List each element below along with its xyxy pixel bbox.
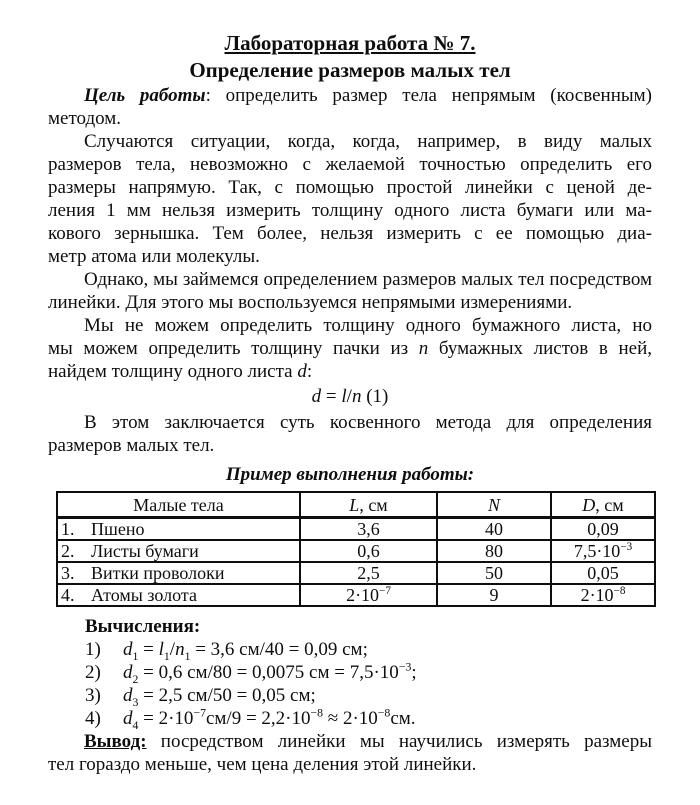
paragraph-line: размеров малых тел. xyxy=(48,435,215,456)
goal-line xyxy=(48,84,652,107)
variable-d: d xyxy=(297,361,307,382)
lab-title: Лабораторная работа № 7. xyxy=(224,31,476,55)
calculations-heading: Вычисления: xyxy=(85,616,201,637)
table-row xyxy=(57,584,655,606)
length-cell: 0,6 xyxy=(300,540,437,562)
calc-item-number: 2) xyxy=(85,662,101,683)
calc-item xyxy=(48,707,652,730)
count-cell: 80 xyxy=(437,540,551,562)
paragraph-line: мы можем определить толщину пачки из n бумажных листов в ней, xyxy=(48,338,652,359)
goal-label: Цель работы xyxy=(84,85,206,106)
body-name-cell: 2. Листы бумаги xyxy=(57,540,300,562)
calc-item xyxy=(48,638,652,661)
body-name-cell: 1. Пшено xyxy=(57,518,300,541)
paragraph-line: В этом заключается суть косвенного метода для определения xyxy=(84,412,652,433)
calc-expression: $d_3 = 2,5$ см/50 = 0,05 см; xyxy=(123,685,316,709)
paragraph-line: линейки. Для этого мы воспользуемся непрямыми измерениями. xyxy=(48,292,573,313)
body-name-cell: 3. Витки проволоки xyxy=(57,562,300,584)
body-name-cell: 4. Атомы золота xyxy=(57,584,300,606)
count-cell: 40 xyxy=(437,518,551,541)
header-small-bodies: Малые тела xyxy=(57,492,300,518)
table-row xyxy=(57,540,655,562)
calc-item-number: 3) xyxy=(85,685,101,706)
results-table xyxy=(56,491,656,607)
formula: d = l/n (1) xyxy=(311,386,389,407)
calc-item-number: 4) xyxy=(85,708,101,729)
paragraph-line: размеры напрямую. Так, с помощью простой линейки с ценой де- xyxy=(48,177,652,198)
table-header-row xyxy=(57,492,655,518)
header-length: L, см xyxy=(300,492,437,518)
lab-subtitle: Определение размеров малых тел xyxy=(189,58,511,82)
conclusion-line xyxy=(48,730,652,753)
conclusion-line: тел гораздо меньше, чем цена деления этой линейки. xyxy=(48,754,477,775)
conclusion-text: посредством линейки мы научились измерять размеры xyxy=(146,731,652,752)
conclusion-label: Вывод: xyxy=(84,731,147,752)
goal-line: методом. xyxy=(48,108,122,129)
diameter-cell: $2\cdot 10^{-8}$ xyxy=(551,584,655,606)
length-cell: 2,5 xyxy=(300,562,437,584)
paragraph-line: кового зернышка. Тем более, нельзя измерить с ее помощью диа- xyxy=(48,223,652,244)
diameter-cell: 0,09 xyxy=(551,518,655,541)
variable-n: n xyxy=(418,338,429,359)
length-cell: 3,6 xyxy=(300,518,437,541)
diameter-cell: 0,05 xyxy=(551,562,655,584)
calc-expression: $d_2 = 0,6$ см/80 = 0,0075 см = $7,5\cdot 10^{-3}$; xyxy=(123,660,417,686)
table-row xyxy=(57,562,655,584)
paragraph-line: найдем толщину одного листа d: xyxy=(48,361,313,382)
paragraph-line: Однако, мы займемся определением размеров малых тел посредством xyxy=(84,269,652,290)
calc-item-number: 1) xyxy=(85,639,101,660)
calc-item xyxy=(48,684,652,707)
header-diameter: D, см xyxy=(551,492,655,518)
paragraph-line: ления 1 мм нельзя измерить толщину одного листа бумаги или ма- xyxy=(48,200,652,221)
calc-expression: $d_1 = l_1/n_1 = 3,6$ см/40 = 0,09 см; xyxy=(123,639,368,663)
paragraph-line: Мы не можем определить толщину одного бумажного листа, но xyxy=(84,315,652,336)
count-cell: 50 xyxy=(437,562,551,584)
calc-item xyxy=(48,661,652,684)
header-count: N xyxy=(437,492,551,518)
calc-expression: $d_4 = 2\cdot 10^{-7}см/9 = 2,2\cdot 10^{-8} \approx 2\cdot 10^{-8}см$. xyxy=(123,706,416,732)
paragraph-line: размеров тела, невозможно с желаемой точностью определить его xyxy=(48,154,652,175)
length-cell: $2\cdot 10^{-7}$ xyxy=(300,584,437,606)
paragraph-line: Случаются ситуации, когда, когда, например, в виду малых xyxy=(84,131,652,152)
example-heading: Пример выполнения работы: xyxy=(225,464,475,485)
count-cell: 9 xyxy=(437,584,551,606)
diameter-cell: $7,5\cdot 10^{-3}$ xyxy=(551,540,655,562)
table-row xyxy=(57,518,655,541)
goal-text: : определить размер тела непрямым (косвенным) xyxy=(205,85,652,106)
paragraph-line: метр атома или молекулы. xyxy=(48,246,260,267)
